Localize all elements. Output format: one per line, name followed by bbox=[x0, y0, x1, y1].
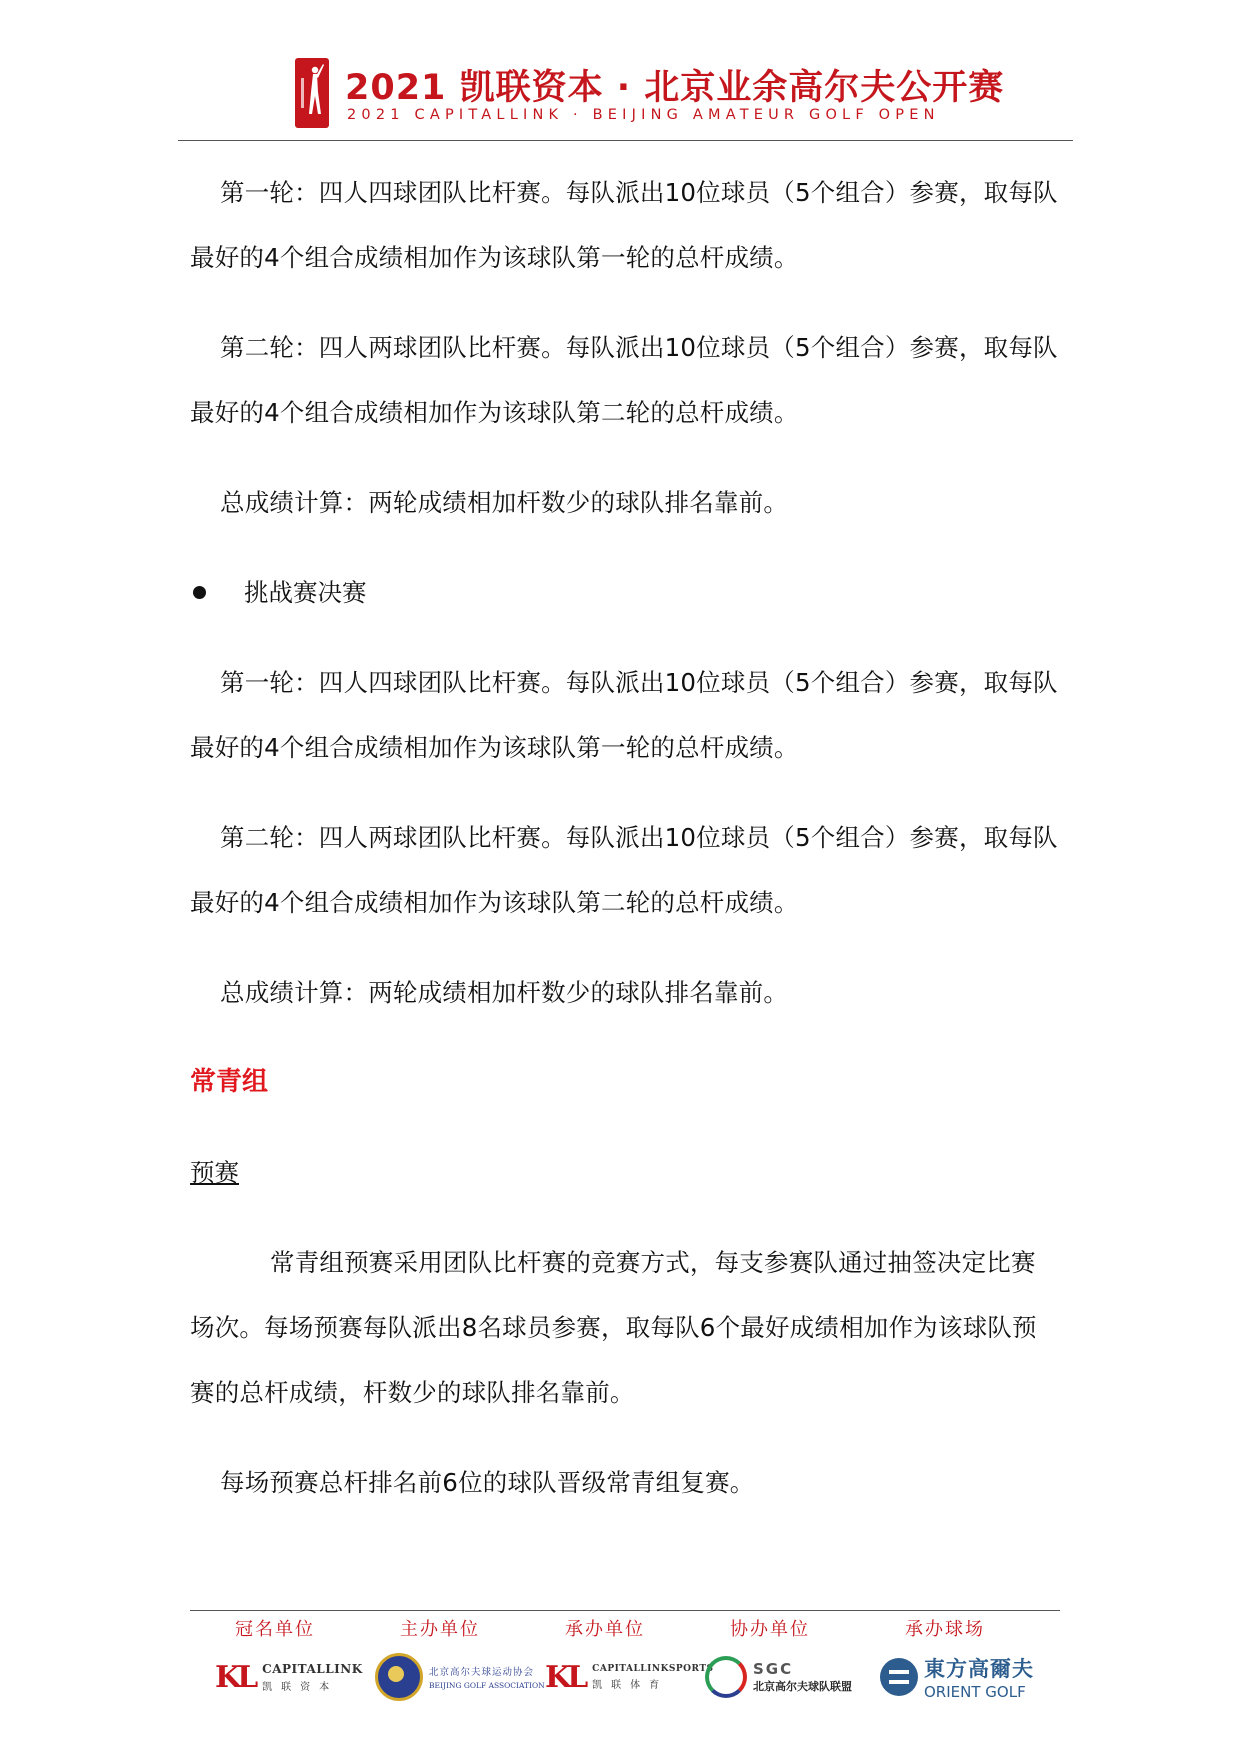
footer-label-title-sponsor: 冠名单位 bbox=[235, 1619, 315, 1640]
paragraph-total-score: 总成绩计算：两轮成绩相加杆数少的球队排名靠前。 bbox=[220, 488, 789, 517]
footer-col-venue bbox=[860, 1615, 1030, 1645]
footer-label-co-organizer: 协办单位 bbox=[730, 1619, 810, 1640]
orient-golf-en: ORIENT GOLF bbox=[924, 1683, 1026, 1701]
bullet-challenge-final bbox=[190, 560, 1060, 625]
sgc-cn: 北京高尔夫球队联盟 bbox=[753, 1680, 852, 1693]
bullet-dot-icon bbox=[193, 586, 206, 599]
footer-label-organizer: 主办单位 bbox=[400, 1619, 480, 1640]
document-body bbox=[190, 160, 1060, 1540]
bga-name-cn: 北京高尔夫球运动协会 bbox=[429, 1667, 535, 1678]
paragraph-final-total-score: 总成绩计算：两轮成绩相加杆数少的球队排名靠前。 bbox=[220, 978, 789, 1007]
paragraph-final-round-two: 第二轮：四人两球团队比杆赛。每队派出10位球员（5个组合）参赛，取每队最好的4个组合成绩相加作为该球队第二轮的总杆成绩。 bbox=[190, 823, 1058, 917]
paragraph-final-round-one: 第一轮：四人四球团队比杆赛。每队派出10位球员（5个组合）参赛，取每队最好的4个组合成绩相加作为该球队第一轮的总杆成绩。 bbox=[190, 668, 1058, 762]
sgc-ring-icon bbox=[705, 1656, 747, 1698]
capitallinksports-logo bbox=[545, 1649, 714, 1705]
orient-golf-cn: 東方高爾夫 bbox=[924, 1657, 1034, 1681]
paragraph-prelim-format: 常青组预赛采用团队比杆赛的竞赛方式，每支参赛队通过抽签决定比赛场次。每场预赛每队派出8名球员参赛，取每队6个最好成绩相加作为该球队预赛的总杆成绩，杆数少的球队排名靠前。 bbox=[190, 1248, 1037, 1407]
event-title-en: 2021 CAPITALLINK · BEIJING AMATEUR GOLF OPEN bbox=[347, 107, 940, 123]
header-divider bbox=[178, 140, 1073, 141]
footer-col-organizer bbox=[355, 1615, 525, 1645]
footer-col-co-organizer bbox=[685, 1615, 855, 1645]
footer-divider bbox=[190, 1610, 1060, 1611]
subsection-prelim-label: 预赛 bbox=[190, 1158, 239, 1187]
kl-mark-icon: KL bbox=[215, 1659, 255, 1695]
sgc-logo bbox=[705, 1649, 852, 1705]
sponsor-footer bbox=[190, 1615, 1060, 1745]
sgc-name: SGC bbox=[753, 1660, 794, 1678]
golfer-silhouette-icon bbox=[295, 58, 329, 128]
section-title-evergreen: 常青组 bbox=[190, 1067, 269, 1097]
capitallinksports-cn: 凯联体育 bbox=[592, 1679, 669, 1691]
bullet-label: 挑战赛决赛 bbox=[244, 578, 367, 607]
golfer-logo-icon bbox=[295, 58, 329, 128]
capitallinksports-name: CAPITALLINKSPORTS bbox=[592, 1663, 714, 1674]
bga-logo bbox=[375, 1649, 545, 1705]
bga-seal-icon bbox=[375, 1653, 423, 1701]
paragraph-prelim-advance: 每场预赛总杆排名前6位的球队晋级常青组复赛。 bbox=[220, 1468, 755, 1497]
bga-name-en: BEIJING GOLF ASSOCIATION bbox=[429, 1681, 545, 1690]
page-header bbox=[0, 0, 1240, 142]
orient-golf-logo bbox=[880, 1649, 1034, 1705]
capitallink-logo bbox=[215, 1649, 363, 1705]
footer-label-venue: 承办球场 bbox=[905, 1619, 985, 1640]
paragraph-round-two: 第二轮：四人两球团队比杆赛。每队派出10位球员（5个组合）参赛，取每队最好的4个组合成绩相加作为该球队第二轮的总杆成绩。 bbox=[190, 333, 1058, 427]
footer-label-operator: 承办单位 bbox=[565, 1619, 645, 1640]
capitallink-name: CAPITALLINK bbox=[262, 1661, 363, 1676]
orient-golf-icon bbox=[880, 1658, 918, 1696]
capitallink-cn: 凯联资本 bbox=[262, 1681, 339, 1693]
subsection-prelim bbox=[190, 1140, 1060, 1205]
footer-col-title-sponsor bbox=[190, 1615, 360, 1645]
paragraph-round-one: 第一轮：四人四球团队比杆赛。每队派出10位球员（5个组合）参赛，取每队最好的4个组合成绩相加作为该球队第一轮的总杆成绩。 bbox=[190, 178, 1058, 272]
kl-mark-icon: KL bbox=[545, 1659, 585, 1695]
footer-col-operator bbox=[520, 1615, 690, 1645]
event-title-cn: 2021 凯联资本 · 北京业余高尔夫公开赛 bbox=[345, 68, 1005, 108]
